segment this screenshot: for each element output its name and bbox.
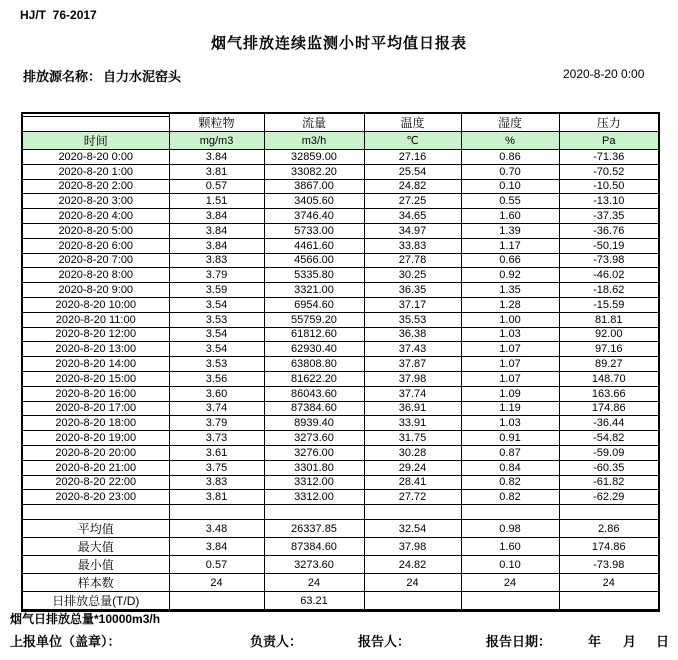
- standard-code: HJ/T 76-2017: [20, 8, 97, 22]
- value-cell: 3273.60: [264, 556, 364, 574]
- time-cell: 2020-8-20 5:00: [22, 223, 169, 238]
- value-cell: 3.84: [169, 238, 264, 253]
- value-cell: 174.86: [559, 538, 659, 556]
- table-row: [22, 238, 659, 253]
- table-row: [22, 297, 659, 312]
- time-cell: 2020-8-20 4:00: [22, 209, 169, 224]
- hourly-report-table: [21, 112, 660, 612]
- value-cell: 55759.20: [264, 312, 364, 327]
- value-cell: 3.54: [169, 342, 264, 357]
- value-cell: 3312.00: [264, 490, 364, 505]
- time-cell: 2020-8-20 11:00: [22, 312, 169, 327]
- reporter-label: 报告人：: [358, 634, 411, 649]
- time-cell: 2020-8-20 0:00: [22, 150, 169, 165]
- header-corner-bottom-cell: [22, 117, 169, 132]
- value-cell: 36.38: [364, 327, 461, 342]
- value-cell: -61.82: [559, 475, 659, 490]
- value-cell: 33082.20: [264, 164, 364, 179]
- signature-row: [0, 631, 678, 649]
- value-cell: 3273.60: [264, 431, 364, 446]
- value-cell: -70.52: [559, 164, 659, 179]
- value-cell: 1.00: [461, 312, 559, 327]
- table-header: [22, 113, 659, 150]
- value-cell: 3.61: [169, 445, 264, 460]
- time-cell: 2020-8-20 1:00: [22, 164, 169, 179]
- report-unit-label: 上报单位（盖章）：: [10, 634, 121, 649]
- time-cell: 2020-8-20 20:00: [22, 445, 169, 460]
- time-cell: 2020-8-20 10:00: [22, 297, 169, 312]
- value-cell: 89.27: [559, 357, 659, 372]
- value-cell: 37.74: [364, 386, 461, 401]
- table-row: [22, 253, 659, 268]
- column-header-pressure: 压力: [559, 113, 659, 132]
- value-cell: 33.83: [364, 238, 461, 253]
- table-row: [22, 431, 659, 446]
- time-cell: 2020-8-20 21:00: [22, 460, 169, 475]
- value-cell: 81622.20: [264, 371, 364, 386]
- value-cell: -54.82: [559, 431, 659, 446]
- table-row: [22, 327, 659, 342]
- value-cell: -60.35: [559, 460, 659, 475]
- table-row: [22, 401, 659, 416]
- value-cell: 148.70: [559, 371, 659, 386]
- page-title: 烟气排放连续监测小时平均值日报表: [210, 35, 467, 52]
- value-cell: 3.83: [169, 475, 264, 490]
- value-cell: 1.35: [461, 283, 559, 298]
- value-cell: 0.55: [461, 194, 559, 209]
- hourly-data-body: [22, 150, 659, 505]
- value-cell: 3.81: [169, 164, 264, 179]
- source-name-value: 自力水泥窑头: [103, 69, 182, 84]
- value-cell: 3.59: [169, 283, 264, 298]
- units-row: [22, 132, 659, 150]
- value-cell: 3.84: [169, 209, 264, 224]
- month-label: 月: [623, 634, 637, 649]
- value-cell: 3.84: [169, 223, 264, 238]
- value-cell: 0.66: [461, 253, 559, 268]
- value-cell: -73.98: [559, 253, 659, 268]
- table-row: [22, 179, 659, 194]
- value-cell: 92.00: [559, 327, 659, 342]
- value-cell: 32.54: [364, 520, 461, 538]
- time-cell: 2020-8-20 14:00: [22, 357, 169, 372]
- separator-body: [22, 505, 659, 520]
- value-cell: 0.57: [169, 179, 264, 194]
- value-cell: 1.03: [461, 416, 559, 431]
- table-row: [22, 223, 659, 238]
- time-cell: 2020-8-20 17:00: [22, 401, 169, 416]
- blank-cell: [169, 505, 264, 520]
- table-row: [22, 460, 659, 475]
- value-cell: -36.76: [559, 223, 659, 238]
- time-cell: 2020-8-20 15:00: [22, 371, 169, 386]
- value-cell: 31.75: [364, 431, 461, 446]
- column-header-humidity: 湿度: [461, 113, 559, 132]
- value-cell: 5733.00: [264, 223, 364, 238]
- summary-label-cell: 日排放总量(T/D): [22, 592, 169, 611]
- time-cell: 2020-8-20 18:00: [22, 416, 169, 431]
- value-cell: 1.60: [461, 209, 559, 224]
- table-row: [22, 357, 659, 372]
- unit-cell-pressure: Pa: [559, 132, 659, 150]
- value-cell: 163.66: [559, 386, 659, 401]
- table-row: [22, 520, 659, 538]
- table-row: [22, 209, 659, 224]
- value-cell: 24: [264, 574, 364, 592]
- value-cell: 1.07: [461, 371, 559, 386]
- time-cell: 2020-8-20 13:00: [22, 342, 169, 357]
- value-cell: -59.09: [559, 445, 659, 460]
- time-cell: 2020-8-20 23:00: [22, 490, 169, 505]
- value-cell: 25.54: [364, 164, 461, 179]
- value-cell: 174.86: [559, 401, 659, 416]
- value-cell: 3301.80: [264, 460, 364, 475]
- value-cell: 0.86: [461, 150, 559, 165]
- day-label: 日: [656, 634, 670, 649]
- time-cell: 2020-8-20 8:00: [22, 268, 169, 283]
- value-cell: 26337.85: [264, 520, 364, 538]
- value-cell: -15.59: [559, 297, 659, 312]
- unit-cell-humidity: %: [461, 132, 559, 150]
- value-cell: 3.53: [169, 312, 264, 327]
- table-row: [22, 164, 659, 179]
- value-cell: 3.60: [169, 386, 264, 401]
- value-cell: -71.36: [559, 150, 659, 165]
- report-datetime: 2020-8-20 0:00: [563, 67, 645, 81]
- value-cell: 3.56: [169, 371, 264, 386]
- value-cell: 63.21: [264, 592, 364, 611]
- summary-label-cell: 最小值: [22, 556, 169, 574]
- value-cell: 4566.00: [264, 253, 364, 268]
- unit-cell-particulate: mg/m3: [169, 132, 264, 150]
- time-cell: 2020-8-20 3:00: [22, 194, 169, 209]
- value-cell: 28.41: [364, 475, 461, 490]
- value-cell: 3.48: [169, 520, 264, 538]
- value-cell: 33.91: [364, 416, 461, 431]
- value-cell: 86043.60: [264, 386, 364, 401]
- summary-label-cell: 样本数: [22, 574, 169, 592]
- source-name-label: 排放源名称：: [23, 69, 102, 84]
- value-cell: 0.87: [461, 445, 559, 460]
- value-cell: 1.19: [461, 401, 559, 416]
- value-cell: 24.82: [364, 556, 461, 574]
- value-cell: 29.24: [364, 460, 461, 475]
- value-cell: 36.35: [364, 283, 461, 298]
- value-cell: 24: [364, 574, 461, 592]
- value-cell: [559, 592, 659, 611]
- value-cell: [169, 592, 264, 611]
- value-cell: 3.84: [169, 150, 264, 165]
- value-cell: 3321.00: [264, 283, 364, 298]
- value-cell: 1.17: [461, 238, 559, 253]
- value-cell: 32859.00: [264, 150, 364, 165]
- value-cell: 3.81: [169, 490, 264, 505]
- value-cell: 6954.60: [264, 297, 364, 312]
- value-cell: 87384.60: [264, 401, 364, 416]
- time-cell: 2020-8-20 12:00: [22, 327, 169, 342]
- value-cell: [461, 592, 559, 611]
- table-row: [22, 490, 659, 505]
- value-cell: 35.53: [364, 312, 461, 327]
- time-cell: 2020-8-20 19:00: [22, 431, 169, 446]
- unit-cell-flow: m3/h: [264, 132, 364, 150]
- value-cell: 0.98: [461, 520, 559, 538]
- value-cell: 63808.80: [264, 357, 364, 372]
- summary-body: [22, 520, 659, 611]
- value-cell: 30.25: [364, 268, 461, 283]
- table-row: [22, 268, 659, 283]
- value-cell: 1.28: [461, 297, 559, 312]
- summary-label-cell: 平均值: [22, 520, 169, 538]
- time-cell: 2020-8-20 6:00: [22, 238, 169, 253]
- table-row: [22, 475, 659, 490]
- value-cell: 37.98: [364, 538, 461, 556]
- time-cell: 2020-8-20 7:00: [22, 253, 169, 268]
- value-cell: 37.17: [364, 297, 461, 312]
- table-row: [22, 283, 659, 298]
- responsible-person-label: 负责人：: [250, 634, 303, 649]
- value-cell: 3.84: [169, 538, 264, 556]
- value-cell: [364, 592, 461, 611]
- value-cell: 24: [559, 574, 659, 592]
- value-cell: 3.74: [169, 401, 264, 416]
- value-cell: -18.62: [559, 283, 659, 298]
- table-row: [22, 312, 659, 327]
- value-cell: -37.35: [559, 209, 659, 224]
- value-cell: 3746.40: [264, 209, 364, 224]
- value-cell: 61812.60: [264, 327, 364, 342]
- value-cell: -10.50: [559, 179, 659, 194]
- table-row: [22, 574, 659, 592]
- value-cell: 8939.40: [264, 416, 364, 431]
- column-header-flow: 流量: [264, 113, 364, 132]
- value-cell: -13.10: [559, 194, 659, 209]
- time-cell: 2020-8-20 16:00: [22, 386, 169, 401]
- time-header-cell: 时间: [22, 132, 169, 150]
- time-cell: 2020-8-20 9:00: [22, 283, 169, 298]
- value-cell: 1.07: [461, 357, 559, 372]
- value-cell: 3.83: [169, 253, 264, 268]
- value-cell: 34.97: [364, 223, 461, 238]
- value-cell: 3.54: [169, 297, 264, 312]
- value-cell: 3.79: [169, 416, 264, 431]
- value-cell: -62.29: [559, 490, 659, 505]
- table-row: [22, 538, 659, 556]
- value-cell: 37.87: [364, 357, 461, 372]
- value-cell: -73.98: [559, 556, 659, 574]
- value-cell: 30.28: [364, 445, 461, 460]
- blank-cell: [559, 505, 659, 520]
- summary-label-cell: 最大值: [22, 538, 169, 556]
- value-cell: 1.39: [461, 223, 559, 238]
- value-cell: -36.44: [559, 416, 659, 431]
- column-header-particulate: 颗粒物: [169, 113, 264, 132]
- value-cell: 0.82: [461, 475, 559, 490]
- blank-spacer-row: [22, 505, 659, 520]
- blank-cell: [461, 505, 559, 520]
- value-cell: 3312.00: [264, 475, 364, 490]
- value-cell: 1.09: [461, 386, 559, 401]
- value-cell: 0.84: [461, 460, 559, 475]
- report-date-label: 报告日期：: [486, 634, 552, 649]
- value-cell: 3.79: [169, 268, 264, 283]
- value-cell: 62930.40: [264, 342, 364, 357]
- unit-cell-temperature: ℃: [364, 132, 461, 150]
- table-row: [22, 592, 659, 611]
- value-cell: 27.72: [364, 490, 461, 505]
- blank-cell: [364, 505, 461, 520]
- value-cell: 3405.60: [264, 194, 364, 209]
- table-row: [22, 342, 659, 357]
- time-cell: 2020-8-20 2:00: [22, 179, 169, 194]
- value-cell: 0.57: [169, 556, 264, 574]
- table-row: [22, 194, 659, 209]
- value-cell: 87384.60: [264, 538, 364, 556]
- value-cell: 2.86: [559, 520, 659, 538]
- value-cell: 3276.00: [264, 445, 364, 460]
- value-cell: 0.10: [461, 556, 559, 574]
- value-cell: -46.02: [559, 268, 659, 283]
- value-cell: 3867.00: [264, 179, 364, 194]
- value-cell: 3.75: [169, 460, 264, 475]
- value-cell: 0.10: [461, 179, 559, 194]
- table-row: [22, 386, 659, 401]
- value-cell: 24: [461, 574, 559, 592]
- value-cell: 5335.80: [264, 268, 364, 283]
- value-cell: 36.91: [364, 401, 461, 416]
- value-cell: 27.16: [364, 150, 461, 165]
- value-cell: 37.98: [364, 371, 461, 386]
- total-emission-note: 烟气日排放总量*10000m3/h: [10, 612, 161, 626]
- value-cell: 24.82: [364, 179, 461, 194]
- value-cell: 27.78: [364, 253, 461, 268]
- value-cell: 37.43: [364, 342, 461, 357]
- table-row: [22, 416, 659, 431]
- value-cell: 4461.60: [264, 238, 364, 253]
- value-cell: 0.82: [461, 490, 559, 505]
- value-cell: 24: [169, 574, 264, 592]
- value-cell: -50.19: [559, 238, 659, 253]
- value-cell: 1.07: [461, 342, 559, 357]
- year-label: 年: [588, 634, 602, 649]
- table-row: [22, 150, 659, 165]
- value-cell: 97.16: [559, 342, 659, 357]
- value-cell: 1.60: [461, 538, 559, 556]
- value-cell: 3.54: [169, 327, 264, 342]
- value-cell: 27.25: [364, 194, 461, 209]
- value-cell: 81.81: [559, 312, 659, 327]
- value-cell: 1.03: [461, 327, 559, 342]
- value-cell: 3.73: [169, 431, 264, 446]
- blank-cell: [264, 505, 364, 520]
- table-row: [22, 371, 659, 386]
- value-cell: 3.53: [169, 357, 264, 372]
- value-cell: 0.70: [461, 164, 559, 179]
- time-cell: 2020-8-20 22:00: [22, 475, 169, 490]
- value-cell: 0.91: [461, 431, 559, 446]
- blank-cell: [22, 505, 169, 520]
- table-row: [22, 445, 659, 460]
- value-cell: 34.65: [364, 209, 461, 224]
- value-cell: 0.92: [461, 268, 559, 283]
- column-header-temperature: 温度: [364, 113, 461, 132]
- table-row: [22, 556, 659, 574]
- value-cell: 1.51: [169, 194, 264, 209]
